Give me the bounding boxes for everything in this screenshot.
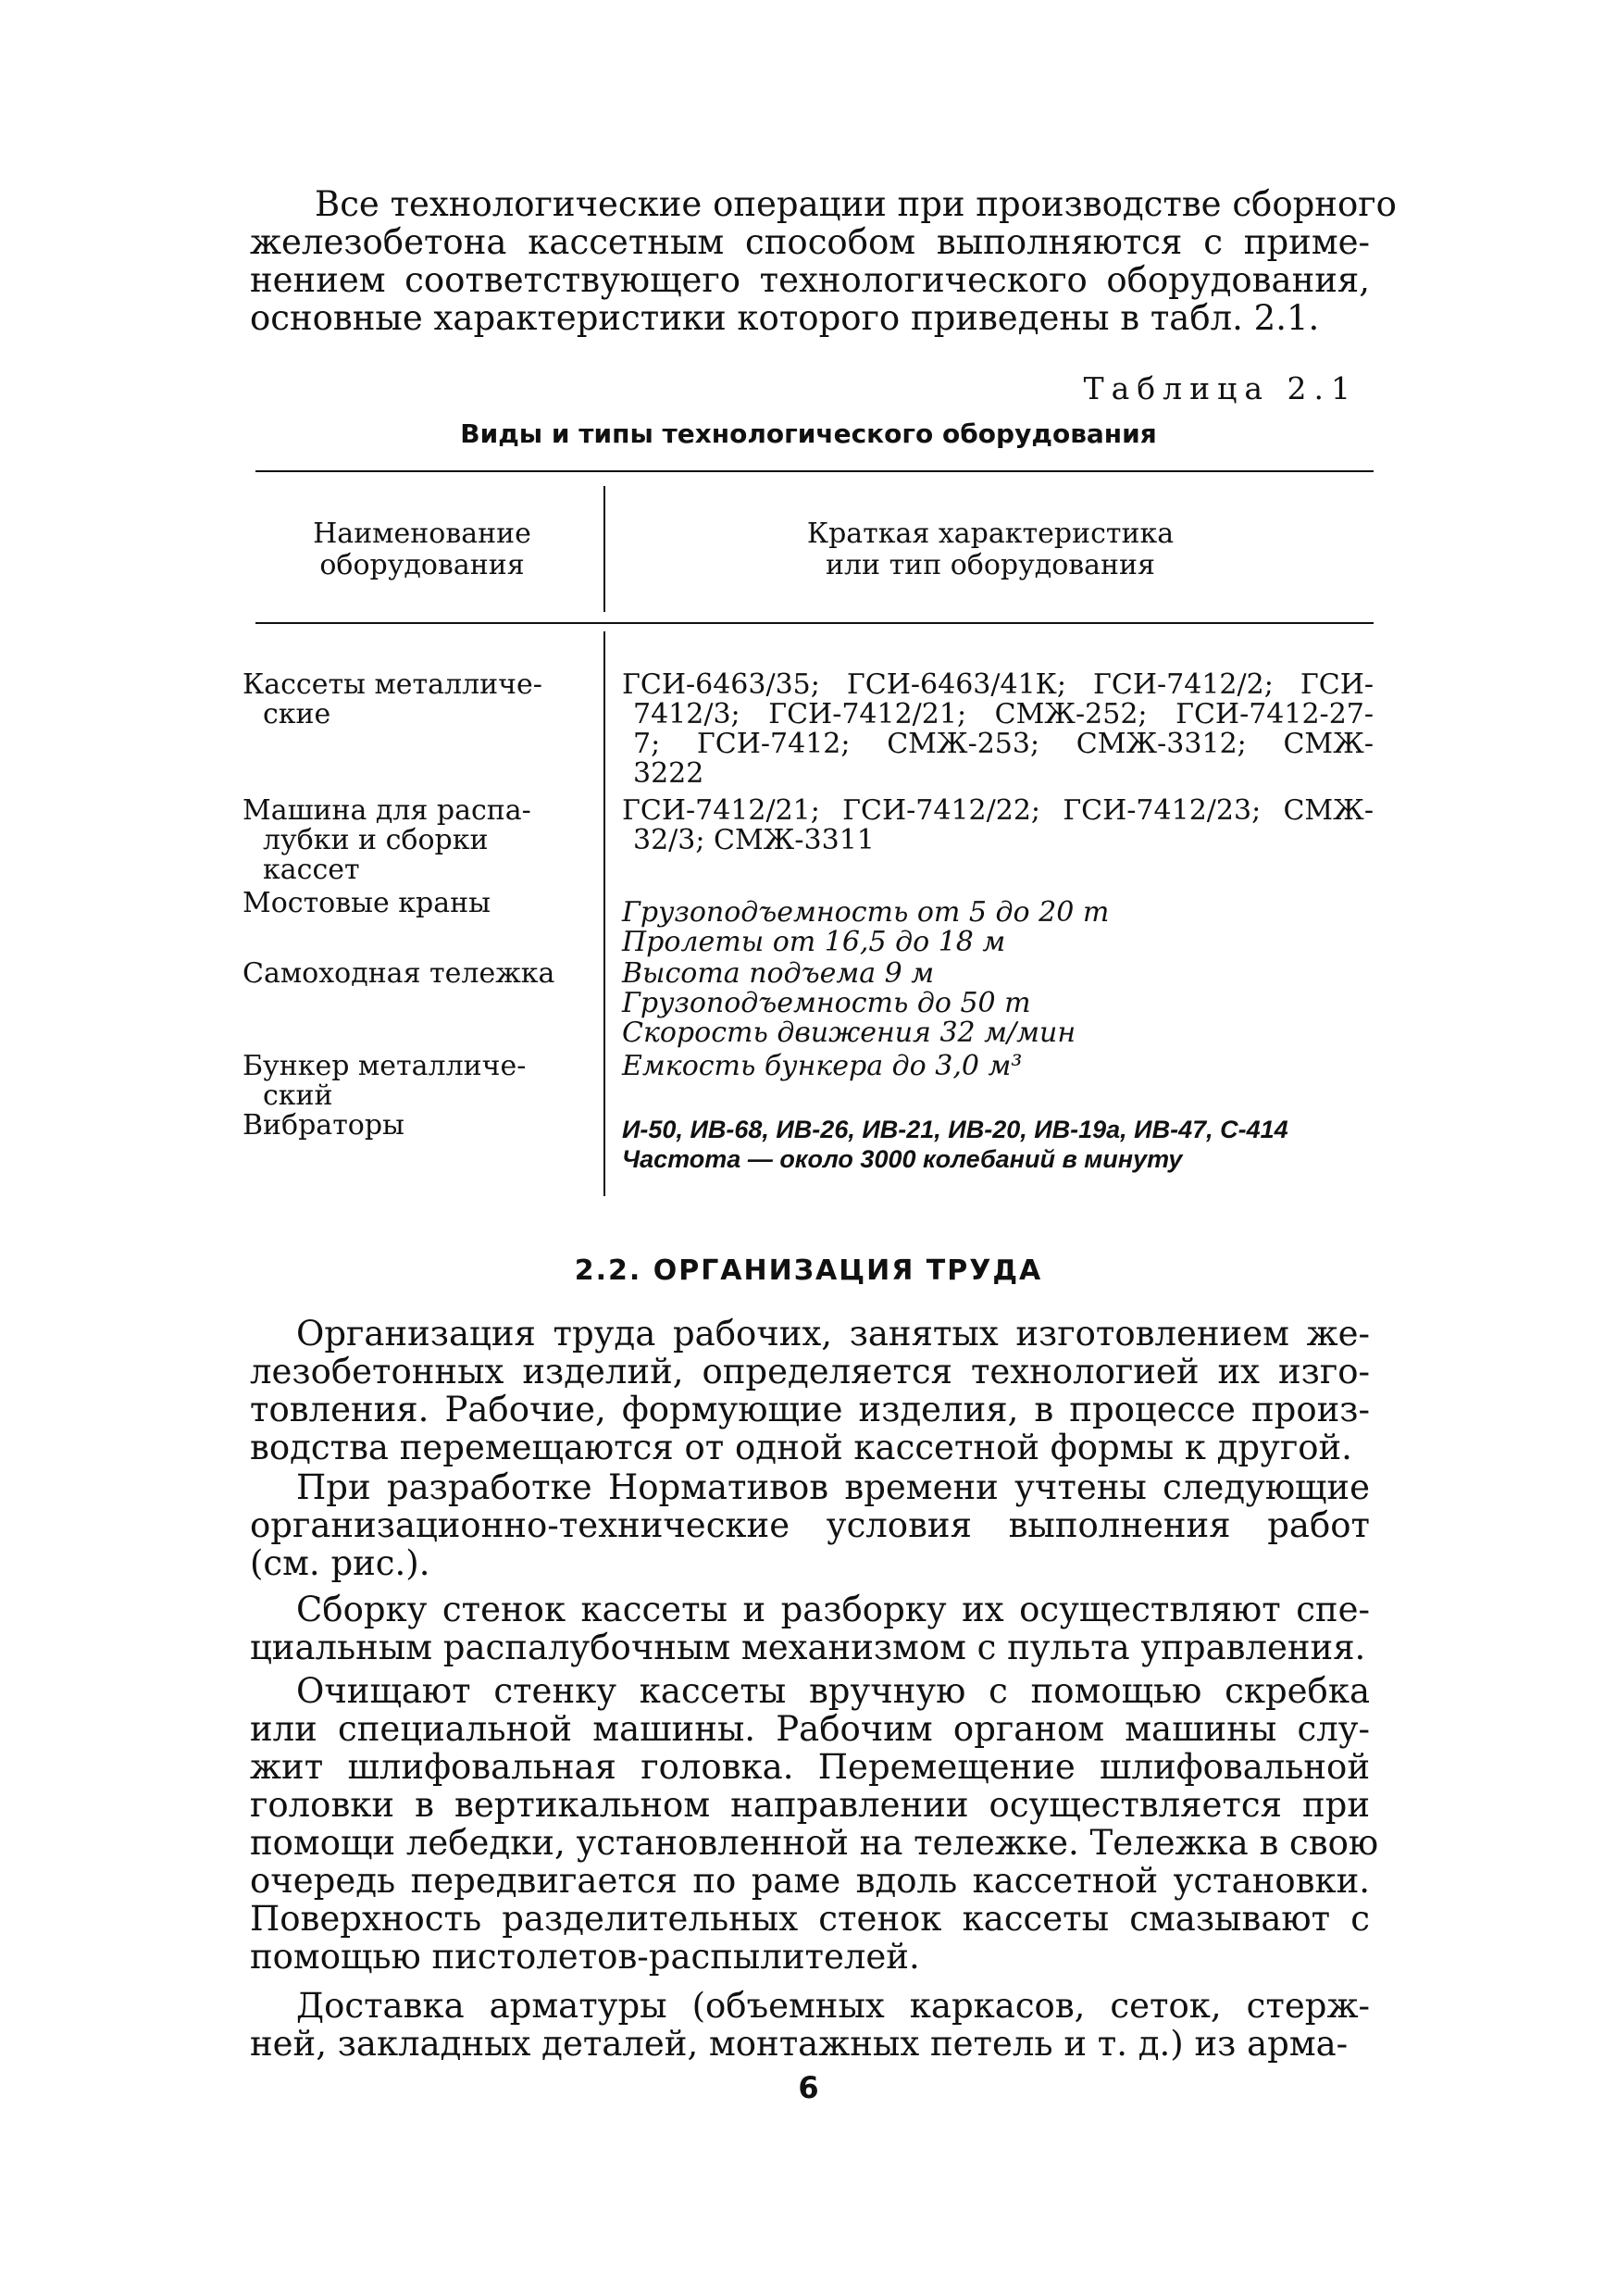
intro-line: Все технологические операции при производстве сборного (315, 184, 1397, 224)
intro-line: основные характеристики которого приведены в табл. 2.1. (250, 298, 1320, 338)
table-row-desc: Грузоподъемность от 5 до 20 т Пролеты от 16,5 до 18 м (622, 896, 1110, 958)
table-header-divider (603, 486, 605, 612)
table-row-desc: И-50, ИВ-68, ИВ-26, ИВ-21, ИВ-20, ИВ-19а, ИВ-47, С-414 Частота — около 3000 колебаний в минуту (622, 1116, 1288, 1173)
table-row-desc: Высота подъема 9 м Грузоподъемность до 50 т Скорость движения 32 м/мин (622, 957, 1076, 1049)
table-row-desc: ГСИ-6463/35; ГСИ-6463/41К; ГСИ-7412/2; ГСИ- 7412/3; ГСИ-7412/21; СМЖ-252; ГСИ-7412-27- 7; ГСИ-7412; СМЖ-253; СМЖ-3312; СМЖ- 3222 (622, 668, 1374, 790)
intro-paragraph (250, 184, 1397, 338)
section-paragraph: Сборку стенок кассеты и разборку их осуществляют спе- циальным распалубочным механизмом с пульта управления. (250, 1590, 1370, 1667)
table-title: Виды и типы технологического оборудования (460, 418, 1157, 449)
table-row-desc: Емкость бункера до 3,0 м³ (622, 1050, 1023, 1082)
section-paragraph: Очищают стенку кассеты вручную с помощью скребка или специальной машины. Рабочим органом машины слу- жит шлифовальная головка. Перемещение шлифовальной головки в вертикальном направлении осуществляется при помощи лебедки, установленной на тележке. Тележка в свою очередь передвигается по раме вдоль кассетной установки. Поверхность разделительных стенок кассеты смазывают с помощью пистолетов-распылителей. (250, 1671, 1379, 1977)
intro-line: железобетона кассетным способом выполняются с приме- (250, 222, 1370, 262)
table-row-name: Бункер металличе- ский (243, 1050, 527, 1112)
section-paragraph: Доставка арматуры (объемных каркасов, сеток, стерж- ней, закладных деталей, монтажных петель и т. д.) из арма- (250, 1986, 1370, 2064)
table-label: Таблица 2.1 (1083, 370, 1358, 406)
table-row-desc: ГСИ-7412/21; ГСИ-7412/22; ГСИ-7412/23; СМЖ- 32/3; СМЖ-3311 (622, 794, 1374, 856)
table-row-name: Кассеты металличе- ские (243, 668, 542, 730)
table-top-rule (255, 470, 1374, 472)
table-body-divider (603, 631, 605, 1196)
table-header-rule (255, 622, 1374, 624)
section-paragraph: Организация труда рабочих, занятых изготовлением же- лезобетонных изделий, определяется технологией их изго- товления. Рабочие, формующие изделия, в процессе произ- водства перемещаются от одной кассетной формы к другой. (250, 1314, 1370, 1467)
table-row-name: Мостовые краны (243, 887, 491, 919)
table-row-name: Вибраторы (243, 1109, 404, 1142)
intro-line: нением соответствующего технологического оборудования, (250, 260, 1370, 300)
section-heading: 2.2. ОРГАНИЗАЦИЯ ТРУДА (574, 1254, 1043, 1287)
section-paragraph: При разработке Нормативов времени учтены следующие организационно-технические условия выполнения работ (см. рис.). (250, 1467, 1370, 1583)
table-row-name: Самоходная тележка (243, 957, 555, 990)
page-number: 6 (798, 2070, 819, 2105)
table-row-name: Машина для распа- лубки и сборки кассет (243, 794, 531, 886)
header-equipment-name: Наименование оборудования (313, 518, 531, 581)
header-characteristic: Краткая характеристика или тип оборудования (806, 518, 1175, 581)
